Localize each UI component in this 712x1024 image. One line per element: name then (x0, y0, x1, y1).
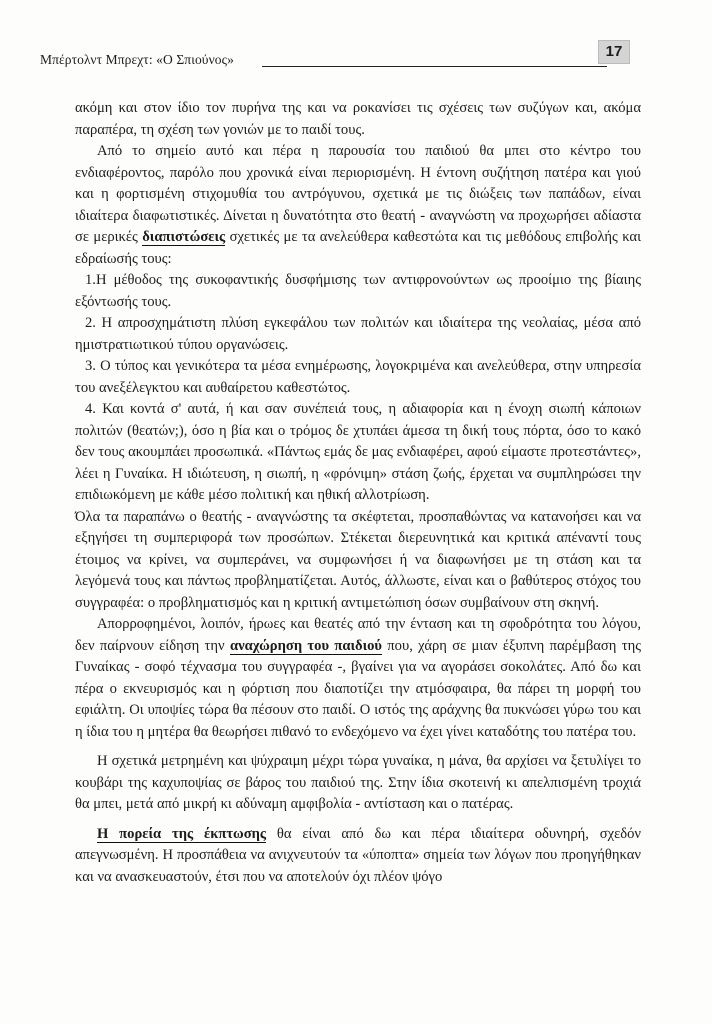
paragraph-4 (75, 356, 641, 399)
body-text (75, 98, 641, 888)
paragraph-text: θα είναι από δω και πέρα ιδιαίτερα οδυνηρή, σχεδόν απεγνωσμένη. Η προσπάθεια να ανιχνευτούν τα «ύποπτα» σημεία των λόγων που προηγήθηκαν και να ανασκευαστούν, έτσι που να αποτελούν όχι πλέον ψόγο (75, 825, 641, 885)
paragraph-8 (75, 751, 641, 816)
paragraph-6 (75, 507, 641, 615)
paragraph-text: 1.Η μέθοδος της συκοφαντικής δυσφήμισης των αντιφρονούντων ως προοίμιο της βίαιης εξόντωσής τους. (75, 272, 641, 310)
paragraph-text: Από το σημείο αυτό και πέρα η παρουσία του παιδιού θα μπει στο κέντρο του ενδιαφέροντος, παρόλο που χρονικά είναι περιορισμένη. Η έντονη συζήτηση πατέρα και γιού και η φορτισμένη στιχομυθία του αντρόγυνου, σχετικά με τις διώξεις των παπάδων, είναι ιδιαίτερα διαφωτιστικές. Δίνεται η δυνατότητα στο θεατή - αναγνώστη να προχωρήσει αδίαστα σε μερικές (75, 143, 641, 245)
paragraph-text: Όλα τα παραπάνω ο θεατής - αναγνώστης τα σκέφτεται, προσπαθώντας να κατανοήσει και να εξηγήσει τη συμπεριφορά των προσώπων. Στέκεται διερευνητικά και κριτικά απέναντί τους έτοιμος να κρίνει, να συμπεράνει, να συμφωνήσει ή να διαφωνήσει με τη στάση και τα λεγόμενά τους και πάντως προβληματίζεται. Αυτός, άλλωστε, είναι και ο βαθύτερος στόχος του συγγραφέα: ο προβληματισμός και η κριτική αντιμετώπιση όσων συμβαίνουν στη σκηνή. (75, 508, 641, 611)
header-rule (262, 66, 607, 67)
running-title: Μπέρτολντ Μπρεχτ: «Ο Σπιούνος» (40, 52, 234, 67)
paragraph-0 (75, 98, 641, 141)
paragraph-text: ακόμη και στον ίδιο τον πυρήνα της και να ροκανίσει τις σχέσεις των συζύγων και, ακόμα παραπέρα, τη σχέση των γονιών με το παιδί τους. (75, 100, 641, 138)
paragraph-text: 4. Και κοντά σ' αυτά, ή και σαν συνέπειά τους, η αδιαφορία και η ένοχη σιωπή κάποιων πολιτών (θεατών;), όσο η βία και ο τρόμος δε χτυπάει άμεσα τη δική τους πόρτα, όσο το κακό δεν τους ακουμπάει προσωπικά. «Πάντως εμάς δε μας ενδιαφέρει, αφού είμαστε προτεστάντες», λέει η Γυναίκα. Η ιδιώτευση, η σιωπή, η «φρόνιμη» στάση ζωής, έρχεται να συμπληρώσει την επιδιωκόμενη με κάθε μέσο πολιτική και ηθική αλλοτρίωση. (75, 401, 641, 503)
page-number: 17 (598, 40, 630, 64)
paragraph-text: Απορροφημένοι, λοιπόν, ήρωες και θεατές από την ένταση και τη σφοδρότητα του λόγου, δεν παίρνουν είδηση την (75, 616, 641, 654)
paragraph-text: 3. Ο τύπος και γενικότερα τα μέσα ενημέρωσης, λογοκριμένα και ανελεύθερα, στην υπηρεσία του ανεξέλεγκτου και αυθαίρετου καθεστώτος. (75, 358, 641, 396)
paragraph-1 (75, 141, 641, 270)
paragraph-9 (75, 824, 641, 889)
paragraph-text: 2. Η απροσχημάτιστη πλύση εγκεφάλου των πολιτών και ιδιαίτερα της νεολαίας, μέσα από ημιστρατιωτικού τύπου οργανώσεις. (75, 315, 641, 353)
key-term: αναχώρηση του παιδιού (229, 637, 382, 654)
paragraph-text: Η σχετικά μετρημένη και ψύχραιμη μέχρι τώρα γυναίκα, η μάνα, θα αρχίσει να ξετυλίγει το κουβάρι της καχυποψίας σε βάρος του παιδιού της. Στην ίδια σκοτεινή κι απελπισμένη τροχιά θα μπει, μετά από μικρή κι αδύναμη αμφιβολία - αντίσταση και ο πατέρας. (75, 753, 641, 812)
paragraph-7 (75, 614, 641, 743)
key-term: Η πορεία της έκπτωσης (97, 825, 267, 842)
paragraph-5 (75, 399, 641, 507)
key-term: διαπιστώσεις (142, 229, 226, 245)
paragraph-text: σχετικές με τα ανελεύθερα καθεστώτα και τις μεθόδους επιβολής και εδραίωσής τους: (75, 229, 641, 267)
paragraph-2 (75, 270, 641, 313)
paragraph-3 (75, 313, 641, 356)
paragraph-text: που, χάρη σε μιαν έξυπνη παρέμβαση της Γυναίκας - σοφό τέχνασμα του συγγραφέα -, βγαίνει για να αγοράσει σοκολάτες. Από δω και πέρα ο εκνευρισμός και η φόρτιση που διαποτίζει την ατμόσφαιρα, θα πάρει τη μορφή του εφιάλτη. Οι υποψίες τώρα θα πέσουν στο παιδί. Ο ιστός της αράχνης θα πυκνώσει γύρω του και η ίδια του η μητέρα θα θεωρήσει πιθανό το ενδεχόμενο να έχει γίνει καταδότης του πατέρα του. (75, 637, 642, 740)
page-header (40, 46, 640, 74)
